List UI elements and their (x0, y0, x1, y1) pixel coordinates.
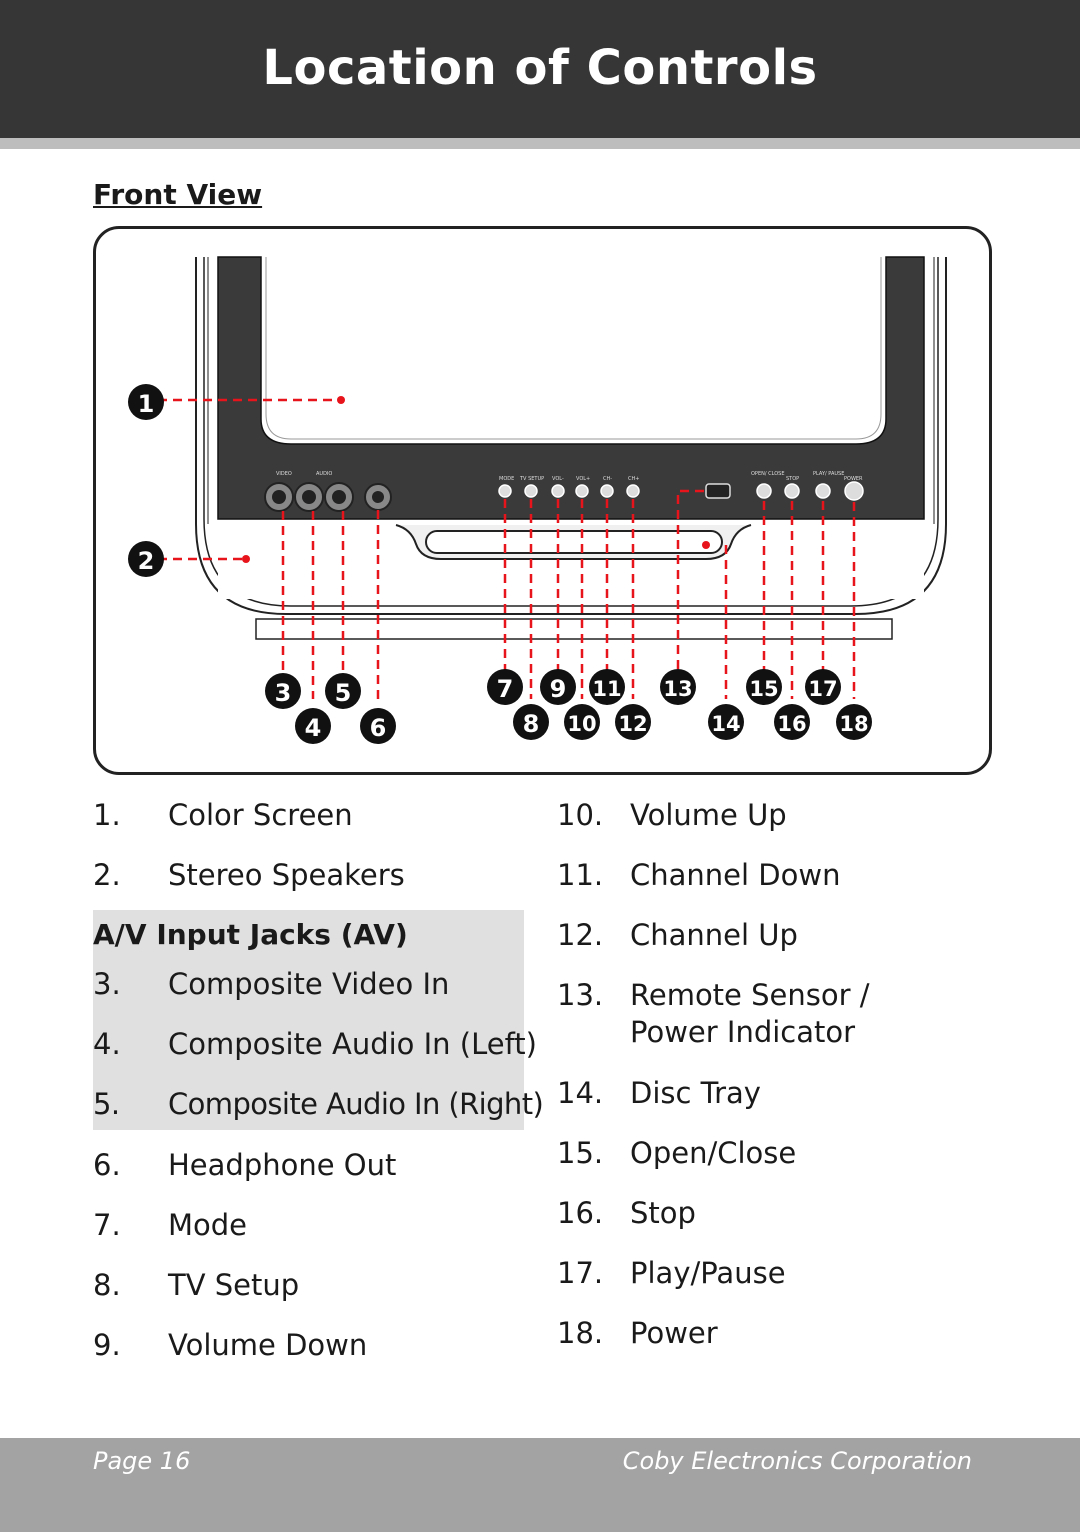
item-number: 10. (557, 798, 604, 832)
tv-front-illustration (96, 229, 989, 772)
svg-text:4: 4 (304, 714, 322, 742)
item-number: 13. (557, 978, 604, 1012)
item-number: 3. (93, 967, 121, 1001)
panel-label-play-pause: PLAY/ PAUSE (813, 471, 845, 477)
callout-5 (325, 673, 361, 709)
callout-15 (746, 669, 782, 705)
item-number: 14. (557, 1076, 604, 1110)
callout-11 (589, 669, 625, 705)
svg-text:18: 18 (839, 712, 869, 736)
item-number: 17. (557, 1256, 604, 1290)
callout-17 (805, 669, 841, 705)
item-label: Color Screen (168, 798, 353, 832)
item-number: 15. (557, 1136, 604, 1170)
item-label: Open/Close (630, 1136, 797, 1170)
svg-text:14: 14 (711, 712, 741, 736)
svg-text:3: 3 (274, 679, 292, 707)
item-label: TV Setup (168, 1268, 300, 1302)
item-label: Mode (168, 1208, 248, 1242)
item-label: Stop (630, 1196, 696, 1230)
panel-label-audio: AUDIO (316, 471, 333, 477)
item-label: Composite Audio In (Left) (168, 1027, 537, 1061)
item-number: 12. (557, 918, 604, 952)
svg-text:11: 11 (592, 677, 622, 701)
item-number: 9. (93, 1328, 121, 1362)
item-number: 1. (93, 798, 121, 832)
section-title: Front View (93, 178, 263, 211)
svg-text:5: 5 (334, 679, 352, 707)
av-group-heading: A/V Input Jacks (AV) (93, 918, 408, 951)
svg-text:16: 16 (777, 712, 807, 736)
panel-label-vol-up: VOL+ (576, 476, 591, 482)
header-divider (0, 138, 1080, 149)
panel-label-ch-down: CH- (603, 476, 613, 482)
panel-label-power: POWER (844, 476, 863, 482)
svg-text:15: 15 (749, 677, 779, 701)
item-number: 4. (93, 1027, 121, 1061)
svg-text:8: 8 (522, 710, 540, 738)
page-number: Page 16 (93, 1447, 191, 1475)
item-number: 6. (93, 1148, 121, 1182)
callout-3 (265, 673, 301, 709)
panel-label-mode: MODE (499, 476, 515, 482)
item-label: Disc Tray (630, 1076, 761, 1110)
callout-6 (360, 708, 396, 744)
item-label: Power Indicator (630, 1015, 856, 1049)
svg-text:12: 12 (618, 712, 648, 736)
panel-label-stop: STOP (786, 476, 800, 482)
panel-label-video: VIDEO (276, 471, 292, 477)
item-label: Headphone Out (168, 1148, 397, 1182)
svg-text:10: 10 (567, 712, 597, 736)
item-number: 7. (93, 1208, 121, 1242)
callout-1 (128, 384, 164, 420)
item-label: Power (630, 1316, 718, 1350)
item-number: 11. (557, 858, 604, 892)
item-label: Channel Down (630, 858, 841, 892)
callout-18 (836, 704, 872, 740)
svg-text:17: 17 (808, 677, 838, 701)
panel-label-vol-down: VOL- (552, 476, 564, 482)
svg-text:2: 2 (137, 547, 155, 575)
callout-13 (660, 669, 696, 705)
item-label: Volume Down (168, 1328, 368, 1362)
callout-4 (295, 708, 331, 744)
svg-text:1: 1 (137, 390, 155, 418)
item-label: Remote Sensor / (630, 978, 870, 1012)
item-label: Composite Video In (168, 967, 450, 1001)
item-label: Stereo Speakers (168, 858, 405, 892)
callout-14 (708, 704, 744, 740)
callout-2 (128, 541, 164, 577)
panel-label-ch-up: CH+ (628, 476, 640, 482)
callout-7 (487, 669, 523, 705)
item-label: Channel Up (630, 918, 798, 952)
item-label: Play/Pause (630, 1256, 786, 1290)
callout-16 (774, 704, 810, 740)
callout-12 (615, 704, 651, 740)
item-number: 5. (93, 1087, 120, 1121)
item-number: 16. (557, 1196, 604, 1230)
panel-label-open-close: OPEN/ CLOSE (751, 471, 785, 477)
svg-text:13: 13 (663, 677, 693, 701)
callout-9 (540, 669, 576, 705)
callout-10 (564, 704, 600, 740)
svg-text:6: 6 (369, 714, 387, 742)
item-number: 2. (93, 858, 121, 892)
svg-text:7: 7 (496, 675, 514, 703)
company-name: Coby Electronics Corporation (622, 1447, 972, 1475)
item-number: 8. (93, 1268, 121, 1302)
panel-label-tv-setup: TV SETUP (520, 476, 545, 482)
svg-text:9: 9 (549, 675, 567, 703)
item-number: 18. (557, 1316, 604, 1350)
page-title: Location of Controls (262, 40, 818, 96)
item-label: Composite Audio In (Right) (168, 1087, 544, 1121)
callout-8 (513, 704, 549, 740)
item-label: Volume Up (630, 798, 787, 832)
front-view-diagram (93, 226, 992, 775)
